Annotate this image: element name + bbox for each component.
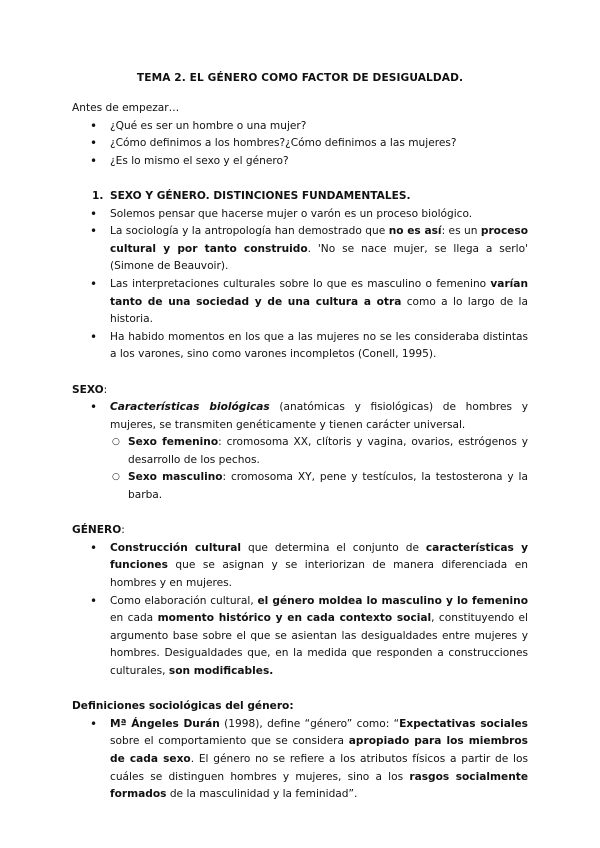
section-1-list <box>72 206 528 364</box>
genero-heading: GÉNERO: <box>72 524 125 537</box>
section-1-heading <box>72 188 528 206</box>
genero-list <box>72 540 528 681</box>
list-item: • Características biológicas (anatómicas y fisiológicas) de hombres y mujeres, se transmiten genéticamente y tienen carácter universal. ○ Sexo femenino: cromosoma XX, clítoris y vagina, ovarios, estrógenos y desarrollo de los pechos. ○ Sexo masculino: cromosoma XY, pene y testículos, la testosterona y la barba. <box>72 399 528 505</box>
list-item: • Construcción cultural que determina el conjunto de características y funciones que se asignan y se interiorizan de manera diferenciada en hombres y en mujeres. <box>72 540 528 593</box>
sexo-sublist <box>72 434 528 504</box>
list-item: ○ Sexo femenino: cromosoma XX, clítoris y vagina, ovarios, estrógenos y desarrollo de los pechos. <box>72 434 528 469</box>
list-item: • Las interpretaciones culturales sobre lo que es masculino o femenino varían tanto de una sociedad y de una cultura a otra como a lo largo de la historia. <box>72 276 528 329</box>
list-item: • Solemos pensar que hacerse mujer o varón es un proceso biológico. <box>72 206 528 224</box>
list-item: • Mª Ángeles Durán (1998), define “género” como: “Expectativas sociales sobre el comportamiento que se considera apropiado para los miembros de cada sexo. El género no se refiere a los atributos físicos a partir de los cuáles se distinguen hombres y mujeres, sino a los rasgos socialmente formados de la masculinidad y la feminidad”. <box>72 716 528 804</box>
definiciones-list <box>72 716 528 804</box>
list-item: • ¿Es lo mismo el sexo y el género? <box>72 153 528 171</box>
intro-list <box>72 118 528 171</box>
definiciones-heading: Definiciones sociológicas del género: <box>72 700 294 713</box>
list-item: ○ Sexo masculino: cromosoma XY, pene y testículos, la testosterona y la barba. <box>72 469 528 504</box>
intro-lead: Antes de empezar… <box>72 102 180 114</box>
list-item: • Como elaboración cultural, el género moldea lo masculino y lo femenino en cada momento histórico y en cada contexto social, constituyendo el argumento base sobre el que se asientan las desigualdades entre mujeres y hombres. Desigualdades que, en la medida que responden a construcciones culturales, son modificables. <box>72 593 528 681</box>
sexo-heading: SEXO: <box>72 383 108 396</box>
list-item: • Ha habido momentos en los que a las mujeres no se les consideraba distintas a los varones, sino como varones incompletos (Conell, 1995). <box>72 329 528 364</box>
list-item: • La sociología y la antropología han demostrado que no es así: es un proceso cultural y por tanto construido. 'No se nace mujer, se llega a serlo' (Simone de Beauvoir). <box>72 223 528 276</box>
list-item: • ¿Cómo definimos a los hombres?¿Cómo definimos a las mujeres? <box>72 135 528 153</box>
list-item: • ¿Qué es ser un hombre o una mujer? <box>72 118 528 136</box>
document-title: TEMA 2. EL GÉNERO COMO FACTOR DE DESIGUALDAD. <box>136 72 464 84</box>
section-number: 1. <box>92 189 104 202</box>
section-heading-text: SEXO Y GÉNERO. DISTINCIONES FUNDAMENTALES. <box>110 189 411 202</box>
sexo-list <box>72 399 528 505</box>
